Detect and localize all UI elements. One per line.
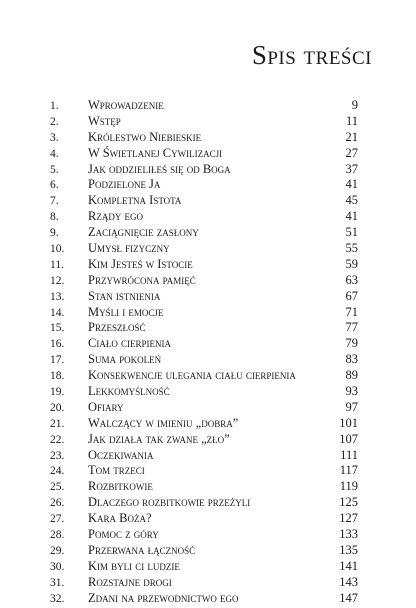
toc-entry-page: 93 — [345, 384, 358, 399]
toc-entry-title: Wprowadzenie — [88, 98, 164, 112]
toc-entry-title: Kim byli ci ludzie — [88, 558, 180, 573]
page-title: Spis treści — [251, 40, 372, 70]
toc-entry — [50, 305, 358, 321]
toc-entry-title: Wstęp — [88, 113, 121, 128]
toc-entry-page: 135 — [339, 542, 358, 557]
toc-entry — [50, 448, 358, 464]
toc-entry-page: 77 — [345, 320, 358, 335]
toc-entry-number: 31. — [50, 576, 65, 589]
toc-entry-title: Przeszłość — [88, 320, 146, 335]
toc-entry-page: 71 — [345, 304, 358, 319]
toc-entry — [50, 130, 358, 146]
toc-entry-page: 111 — [340, 447, 358, 462]
toc-entry-number: 11. — [50, 258, 64, 271]
toc-entry-page: 101 — [339, 415, 358, 430]
toc-entry — [50, 575, 358, 591]
toc-entry-number: 26. — [50, 497, 65, 510]
toc-entry-number: 15. — [50, 322, 65, 335]
toc-entry-page: 41 — [345, 209, 358, 224]
toc-entry-page: 67 — [345, 288, 358, 303]
toc-entry-title: W Świetlanej Cywilizacji — [88, 145, 223, 160]
toc-entry-page: 79 — [345, 336, 358, 351]
toc-entry-title: Oczekiwania — [88, 447, 154, 462]
toc-entry-page: 83 — [345, 352, 358, 367]
toc-entry — [50, 384, 358, 400]
toc-entry-number: 22. — [50, 433, 65, 446]
toc-entry-page: 117 — [339, 463, 358, 478]
toc-entry-title: Lekkomyślność — [88, 384, 170, 399]
toc-entry — [50, 241, 358, 257]
toc-entry-number: 4. — [50, 147, 59, 160]
toc-entry-title: Rozbitkowie — [88, 479, 153, 494]
toc-entry-title: Rozstajne drogi — [88, 574, 172, 589]
toc-entry-number: 20. — [50, 401, 65, 414]
toc-entry-number: 13. — [50, 290, 65, 303]
toc-entry-title: Walczący w imieniu „dobra” — [88, 415, 239, 430]
toc-entry-number: 25. — [50, 481, 65, 494]
toc-entry-title: Rządy ego — [88, 209, 143, 224]
toc-entry-title: Dlaczego rozbitkowie przeżyli — [88, 495, 251, 510]
toc-entry — [50, 114, 358, 130]
toc-entry-number: 29. — [50, 544, 65, 557]
toc-entry-number: 32. — [50, 592, 65, 605]
toc-entry-page: 119 — [339, 479, 358, 494]
toc-entry-title: Przywrócona pamięć — [88, 272, 196, 287]
toc-entry-title: Kara Boża? — [88, 511, 152, 526]
toc-entry-number: 2. — [50, 115, 59, 128]
toc-entry-page: 141 — [339, 558, 358, 573]
toc-entry-page: 63 — [345, 272, 358, 287]
toc-entry — [50, 336, 358, 352]
toc-entry — [50, 368, 358, 384]
toc-entry-title: Podzielone Ja — [88, 177, 161, 192]
toc-entry-title: Królestwo Niebieskie — [88, 129, 202, 144]
toc-entry-number: 17. — [50, 354, 65, 367]
toc-entry — [50, 209, 358, 225]
toc-entry — [50, 400, 358, 416]
toc-entry-page: 97 — [345, 399, 358, 414]
toc-entry-page: 27 — [345, 145, 358, 160]
toc-entry-number: 27. — [50, 513, 65, 526]
toc-entry — [50, 416, 358, 432]
toc-entry-number: 6. — [50, 179, 59, 192]
toc-entry-page: 107 — [339, 431, 358, 446]
toc-entry — [50, 463, 358, 479]
toc-entry — [50, 591, 358, 607]
toc-entry — [50, 98, 358, 114]
toc-entry — [50, 146, 358, 162]
toc-entry-page: 11 — [345, 113, 358, 128]
toc-entry-number: 1. — [50, 100, 59, 112]
toc-entry — [50, 432, 358, 448]
toc-entry-page: 41 — [345, 177, 358, 192]
toc-entry-page: 133 — [339, 527, 358, 542]
table-of-contents — [50, 98, 358, 607]
toc-entry — [50, 320, 358, 336]
toc-entry — [50, 479, 358, 495]
toc-entry-number: 9. — [50, 227, 59, 240]
toc-entry-number: 8. — [50, 211, 59, 224]
toc-entry — [50, 162, 358, 178]
toc-entry-title: Stan istnienia — [88, 288, 161, 303]
toc-entry — [50, 495, 358, 511]
toc-entry-title: Kim Jesteś w Istocie — [88, 256, 193, 271]
toc-entry-number: 28. — [50, 529, 65, 542]
toc-entry-number: 18. — [50, 370, 65, 383]
toc-entry-number: 14. — [50, 306, 65, 319]
toc-entry-number: 3. — [50, 131, 59, 144]
toc-entry-number: 19. — [50, 386, 65, 399]
toc-entry-page: 55 — [345, 241, 358, 256]
toc-entry — [50, 527, 358, 543]
toc-entry-number: 21. — [50, 417, 65, 430]
toc-entry — [50, 177, 358, 193]
toc-entry-number: 24. — [50, 465, 65, 478]
toc-entry-number: 12. — [50, 274, 65, 287]
toc-entry-number: 5. — [50, 163, 59, 176]
toc-entry — [50, 543, 358, 559]
toc-entry-title: Tom trzeci — [88, 463, 145, 478]
toc-entry-title: Ofiary — [88, 399, 124, 414]
toc-entry-title: Ciało cierpienia — [88, 336, 171, 351]
toc-entry-title: Myśli i emocje — [88, 304, 164, 319]
toc-entry — [50, 225, 358, 241]
toc-entry-title: Zdani na przewodnictwo ego — [88, 590, 239, 605]
toc-entry-title: Umysł fizyczny — [88, 241, 170, 256]
toc-entry-title: Jak działa tak zwane „zło” — [88, 431, 230, 446]
toc-entry — [50, 273, 358, 289]
toc-entry-title: Pomoc z góry — [88, 527, 159, 542]
toc-entry-page: 9 — [351, 98, 358, 112]
toc-entry — [50, 511, 358, 527]
toc-entry-page: 37 — [345, 161, 358, 176]
toc-entry — [50, 289, 358, 305]
toc-entry-page: 89 — [345, 368, 358, 383]
toc-entry-title: Przerwana łączność — [88, 542, 196, 557]
toc-entry-title: Zaciągnięcie zasłony — [88, 225, 199, 240]
toc-entry-page: 21 — [345, 129, 358, 144]
toc-entry-number: 23. — [50, 449, 65, 462]
toc-entry — [50, 352, 358, 368]
toc-entry — [50, 559, 358, 575]
toc-entry-page: 147 — [339, 590, 358, 605]
toc-entry-number: 30. — [50, 560, 65, 573]
toc-entry-number: 10. — [50, 243, 65, 256]
toc-entry-number: 7. — [50, 195, 59, 208]
toc-entry-title: Jak oddzieliłeś się od Boga — [88, 161, 231, 176]
toc-entry-page: 143 — [339, 574, 358, 589]
toc-entry-page: 127 — [339, 511, 358, 526]
toc-entry-title: Kompletna Istota — [88, 193, 182, 208]
toc-entry-number: 16. — [50, 338, 65, 351]
toc-entry-page: 125 — [339, 495, 358, 510]
toc-entry-page: 51 — [345, 225, 358, 240]
toc-entry-page: 45 — [345, 193, 358, 208]
toc-entry-page: 59 — [345, 256, 358, 271]
toc-entry — [50, 257, 358, 273]
toc-entry — [50, 193, 358, 209]
toc-entry-title: Suma pokoleń — [88, 352, 162, 367]
toc-entry-title: Konsekwencje ulegania ciału cierpienia — [88, 368, 296, 383]
